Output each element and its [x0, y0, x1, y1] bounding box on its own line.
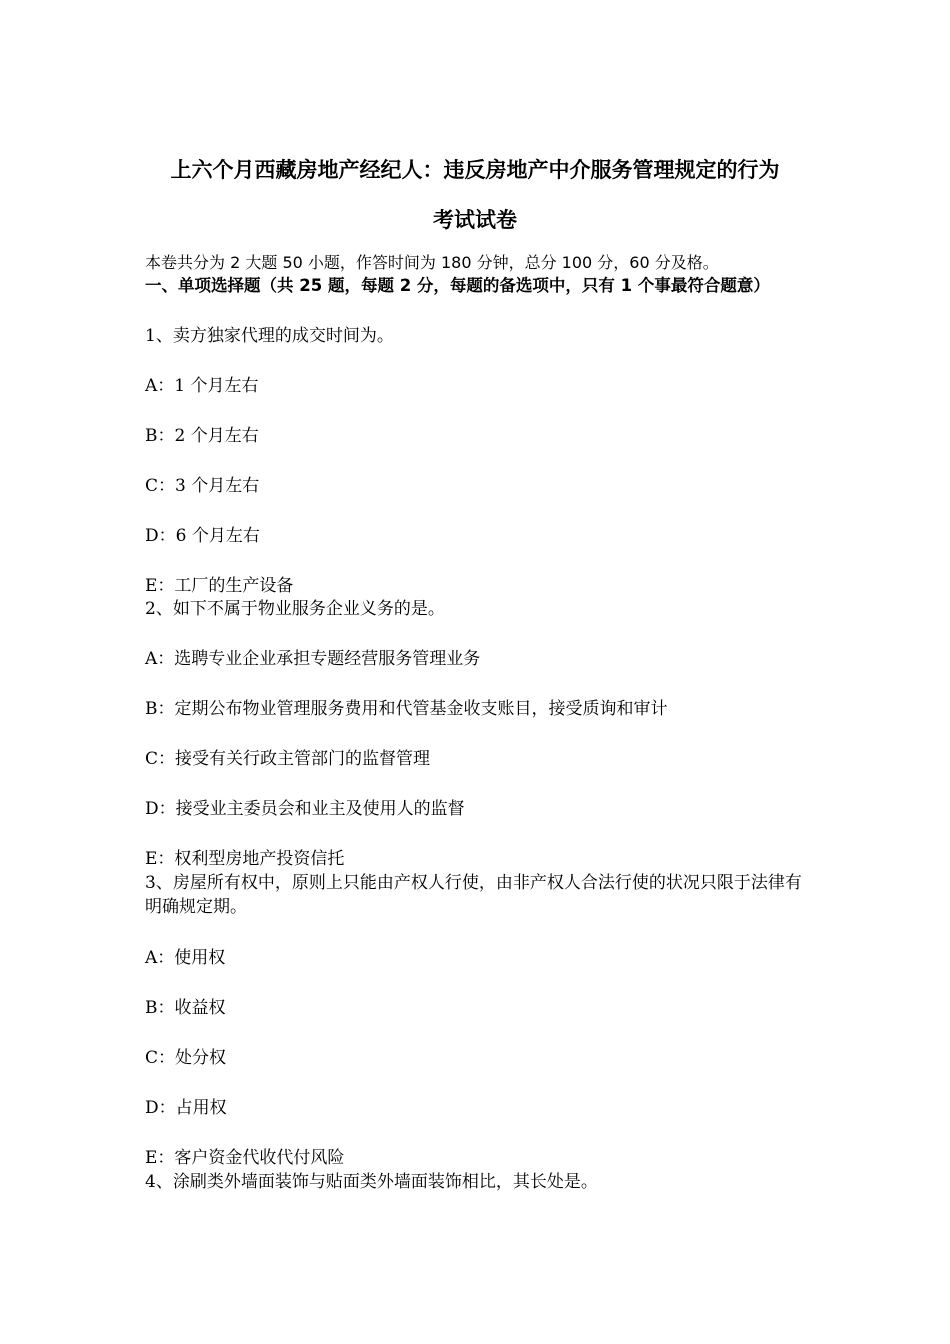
question-option: D：接受业主委员会和业主及使用人的监督	[145, 799, 465, 819]
question-option: D：占用权	[145, 1098, 227, 1118]
document-title-line-2: 考试试卷	[433, 208, 517, 232]
question-option: B：定期公布物业管理服务费用和代管基金收支账目，接受质询和审计	[145, 699, 668, 719]
question-option: B：收益权	[145, 998, 226, 1018]
question-option: E：工厂的生产设备	[145, 576, 294, 596]
question-option: C：处分权	[145, 1048, 227, 1068]
question-option: C：3 个月左右	[145, 476, 260, 496]
question-stem: 2、如下不属于物业服务企业义务的是。	[145, 599, 445, 619]
question-option: A：使用权	[145, 948, 226, 968]
question-option: E：权利型房地产投资信托	[145, 849, 345, 869]
question-option: D：6 个月左右	[145, 526, 260, 546]
document-title-line-1: 上六个月西藏房地产经纪人：违反房地产中介服务管理规定的行为	[170, 158, 780, 182]
exam-intro: 本卷共分为 2 大题 50 小题，作答时间为 180 分钟，总分 100 分，60 分及格。	[145, 253, 719, 272]
question-stem: 4、涂刷类外墙面装饰与贴面类外墙面装饰相比，其长处是。	[145, 1172, 598, 1192]
question-option: A：1 个月左右	[145, 376, 259, 396]
question-option: E：客户资金代收代付风险	[145, 1148, 345, 1168]
question-option: B：2 个月左右	[145, 426, 259, 446]
section-heading: 一、单项选择题（共 25 题，每题 2 分，每题的备选项中，只有 1 个事最符合题意）	[145, 276, 770, 295]
question-stem: 3、房屋所有权中，原则上只能由产权人行使，由非产权人合法行使的状况只限于法律有明确规定期。	[145, 873, 802, 917]
question-option: C：接受有关行政主管部门的监督管理	[145, 749, 431, 769]
question-stem: 1、卖方独家代理的成交时间为。	[145, 326, 394, 346]
question-option: A：选聘专业企业承担专题经营服务管理业务	[145, 649, 481, 669]
